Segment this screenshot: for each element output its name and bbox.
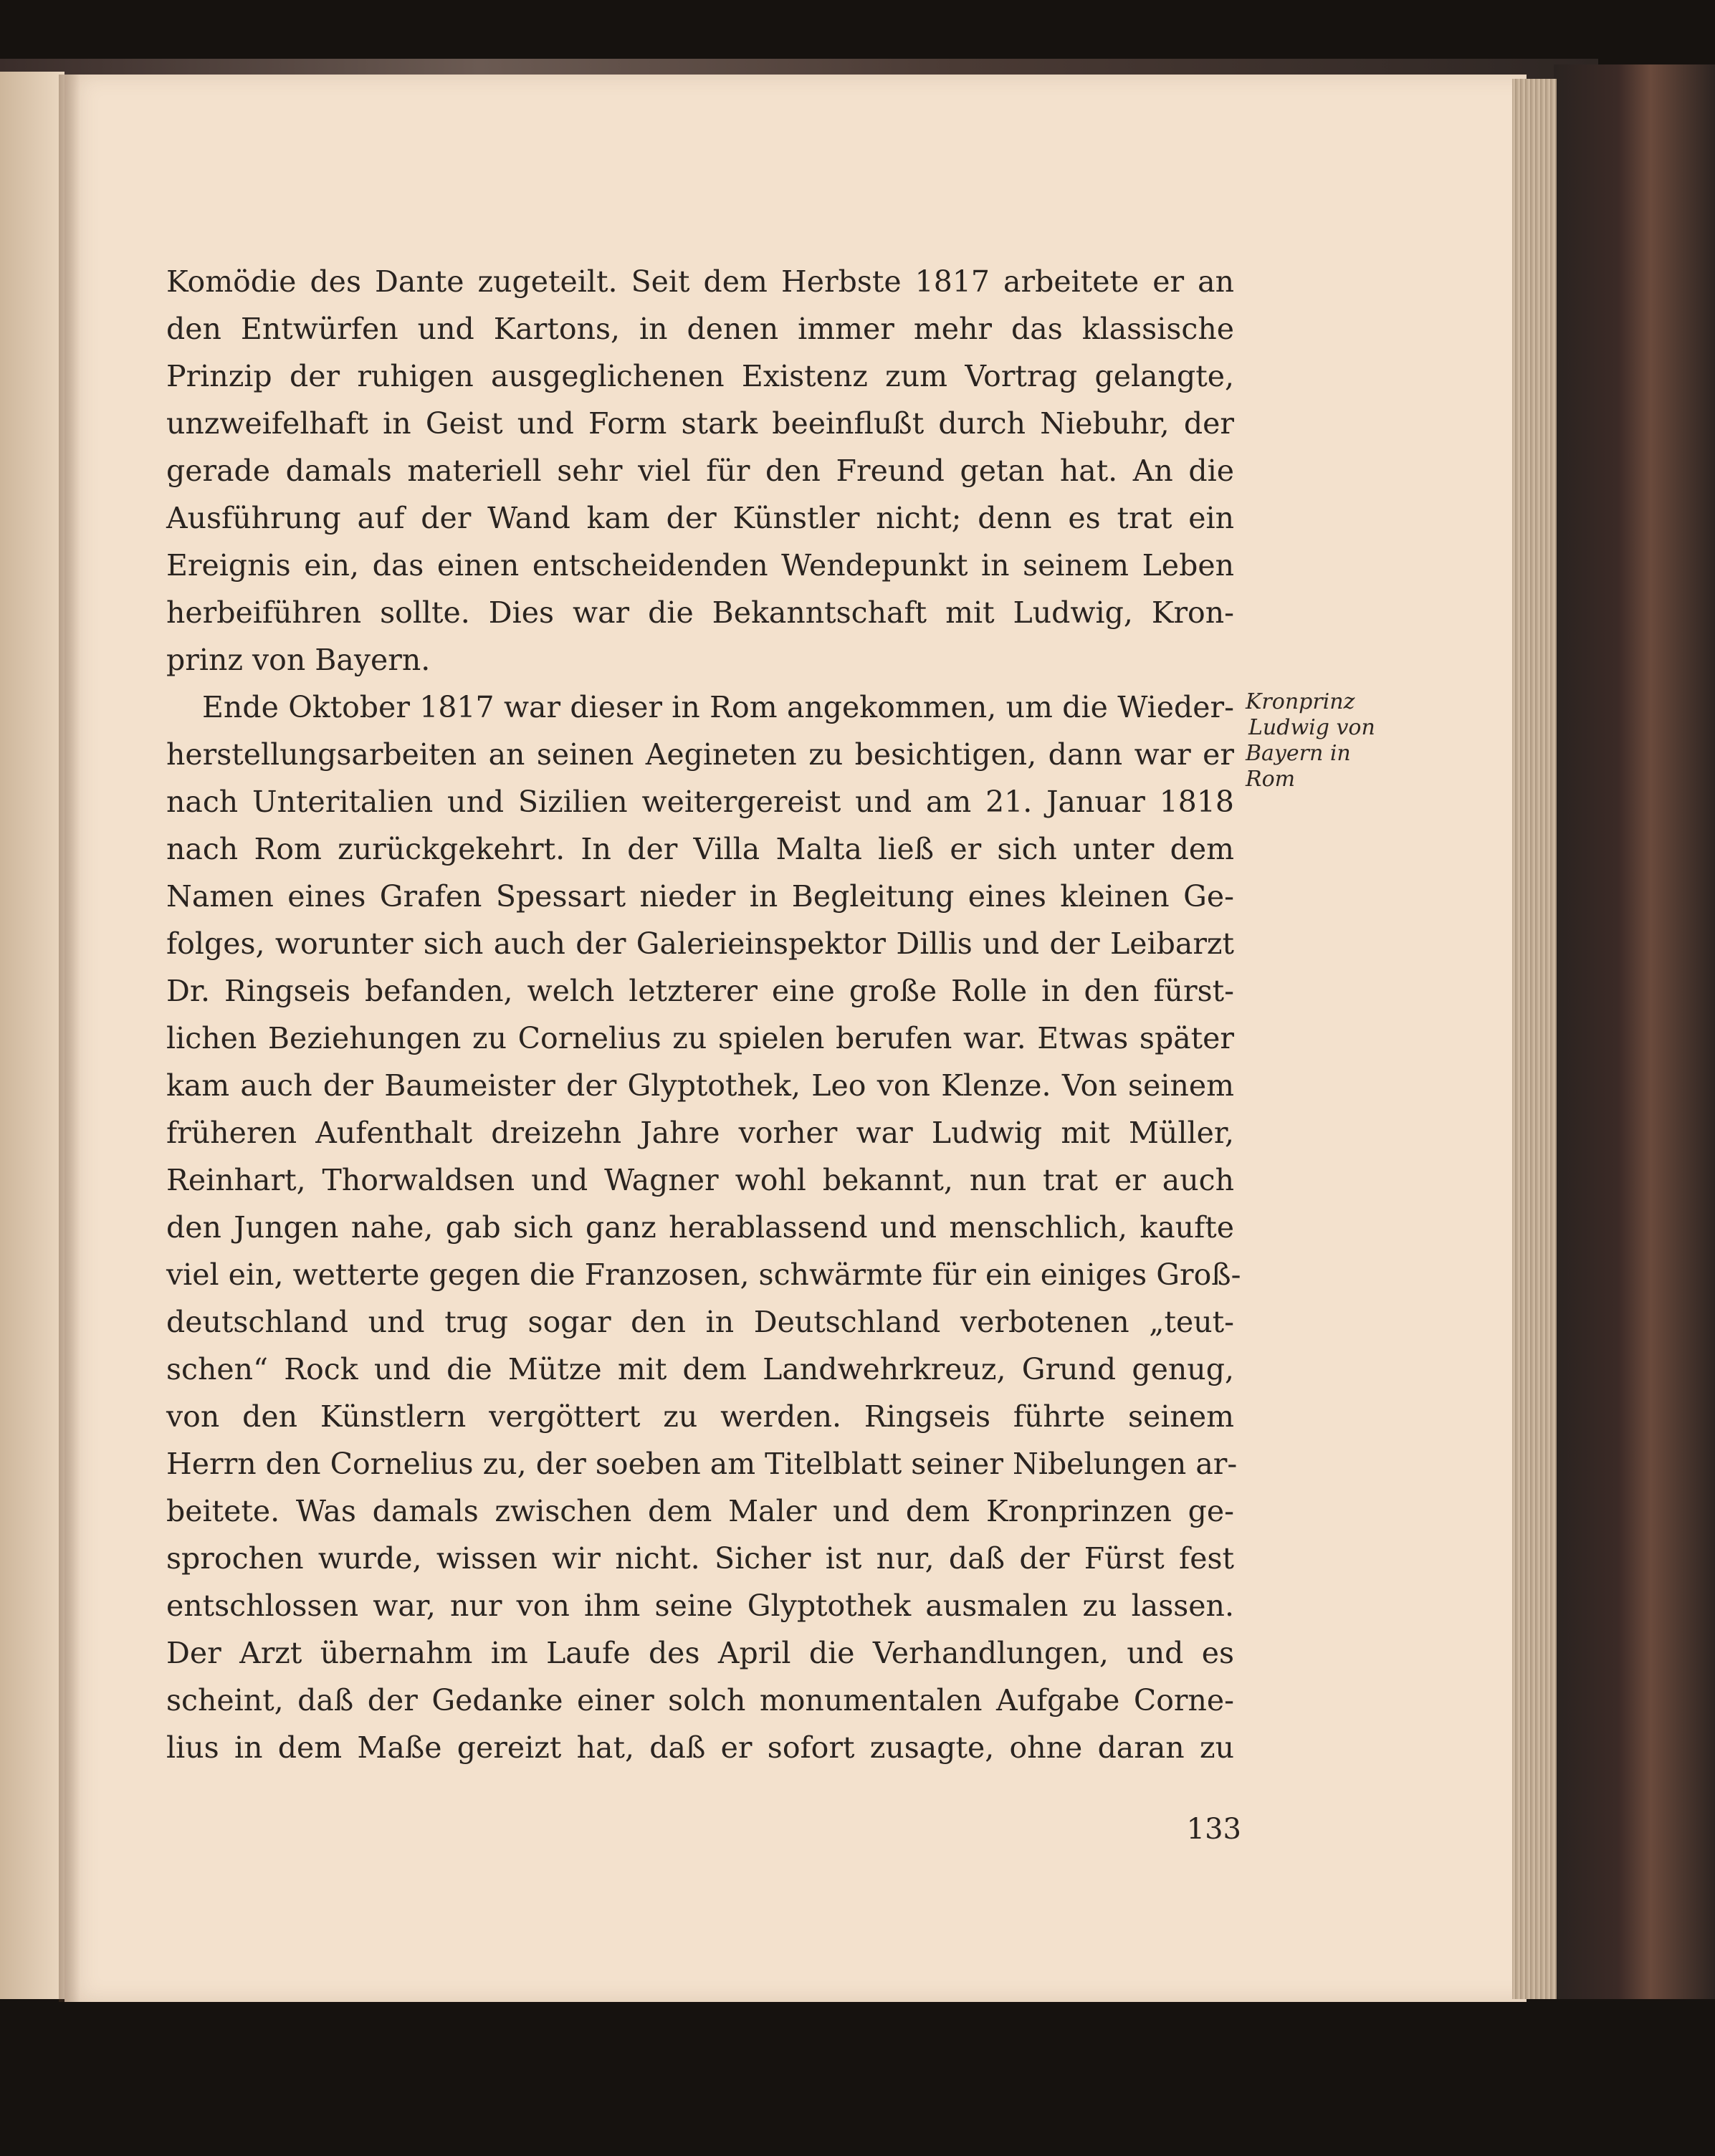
gutter-shadow xyxy=(59,75,80,2002)
text-line: Reinhart, Thorwaldsen und Wagner wohl bekannt, nun trat er auch xyxy=(166,1163,1234,1197)
page-stack-edges xyxy=(1512,79,1557,1999)
book-cover-right-edge xyxy=(1554,64,1715,1999)
text-line: von den Künstlern vergöttert zu werden. Ringseis führte seinem xyxy=(166,1399,1234,1434)
text-line: früheren Aufenthalt dreizehn Jahre vorher war Ludwig mit Müller, xyxy=(166,1116,1234,1150)
text-line: den Jungen nahe, gab sich ganz herablassend und menschlich, kaufte xyxy=(166,1210,1234,1245)
text-line: den Entwürfen und Kartons, in denen immer mehr das klassische xyxy=(166,312,1234,346)
page-number: 133 xyxy=(1186,1813,1241,1846)
text-line: Namen eines Grafen Spessart nieder in Begleitung eines kleinen Ge- xyxy=(166,879,1234,914)
text-line: folges, worunter sich auch der Galerieinspektor Dillis und der Leibarzt xyxy=(166,926,1234,961)
text-line: Prinzip der ruhigen ausgeglichenen Existenz zum Vortrag gelangte, xyxy=(166,359,1234,393)
text-line: beitete. Was damals zwischen dem Maler und dem Kronprinzen ge- xyxy=(166,1494,1234,1528)
text-line: entschlossen war, nur von ihm seine Glyptothek ausmalen zu lassen. xyxy=(166,1589,1234,1623)
text-line: nach Rom zurückgekehrt. In der Villa Malta ließ er sich unter dem xyxy=(166,832,1234,866)
text-line: herbeiführen sollte. Dies war die Bekanntschaft mit Ludwig, Kron- xyxy=(166,595,1234,630)
text-line: Der Arzt übernahm im Laufe des April die Verhandlungen, und es xyxy=(166,1636,1234,1670)
text-line: Ende Oktober 1817 war dieser in Rom angekommen, um die Wieder- xyxy=(202,690,1234,724)
text-line: Herrn den Cornelius zu, der soeben am Titelblatt seiner Nibelungen ar- xyxy=(166,1447,1238,1481)
text-line: prinz von Bayern. xyxy=(166,643,431,677)
text-line: viel ein, wetterte gegen die Franzosen, schwärmte für ein einiges Groß- xyxy=(166,1257,1241,1292)
text-line: Ausführung auf der Wand kam der Künstler nicht; denn es trat ein xyxy=(166,501,1234,535)
text-line: deutschland und trug sogar den in Deutschland verbotenen „teut- xyxy=(166,1305,1234,1339)
text-line: kam auch der Baumeister der Glyptothek, Leo von Klenze. Von seinem xyxy=(166,1068,1234,1103)
text-line: sprochen wurde, wissen wir nicht. Sicher ist nur, daß der Fürst fest xyxy=(166,1541,1234,1576)
text-line: lius in dem Maße gereizt hat, daß er sofort zusagte, ohne daran zu xyxy=(166,1730,1234,1765)
marginal-note xyxy=(1246,689,1414,792)
text-line: Komödie des Dante zugeteilt. Seit dem Herbste 1817 arbeitete er an xyxy=(166,264,1234,299)
marginal-note-line: Ludwig von xyxy=(1248,715,1375,740)
marginal-note-line: Kronprinz xyxy=(1246,689,1355,714)
marginal-note-line: Rom xyxy=(1246,767,1296,792)
text-line: Ereignis ein, das einen entscheidenden Wendepunkt in seinem Leben xyxy=(166,548,1234,583)
text-line: scheint, daß der Gedanke einer solch monumentalen Aufgabe Corne- xyxy=(166,1683,1234,1717)
text-line: lichen Beziehungen zu Cornelius zu spielen berufen war. Etwas später xyxy=(166,1021,1234,1055)
marginal-note-line: Bayern in xyxy=(1246,741,1351,766)
text-line: nach Unteritalien und Sizilien weitergereist und am 21. Januar 1818 xyxy=(166,785,1234,819)
text-line: Dr. Ringseis befanden, welch letzterer eine große Rolle in den fürst- xyxy=(166,974,1234,1008)
text-line: unzweifelhaft in Geist und Form stark beeinflußt durch Niebuhr, der xyxy=(166,406,1234,441)
text-line: herstellungsarbeiten an seinen Aegineten zu besichtigen, dann war er xyxy=(166,737,1234,772)
text-line: gerade damals materiell sehr viel für den Freund getan hat. An die xyxy=(166,454,1234,488)
text-line: schen“ Rock und die Mütze mit dem Landwehrkreuz, Grund genug, xyxy=(166,1352,1234,1386)
left-page-margin xyxy=(0,72,65,1999)
body-text xyxy=(166,258,1241,1771)
